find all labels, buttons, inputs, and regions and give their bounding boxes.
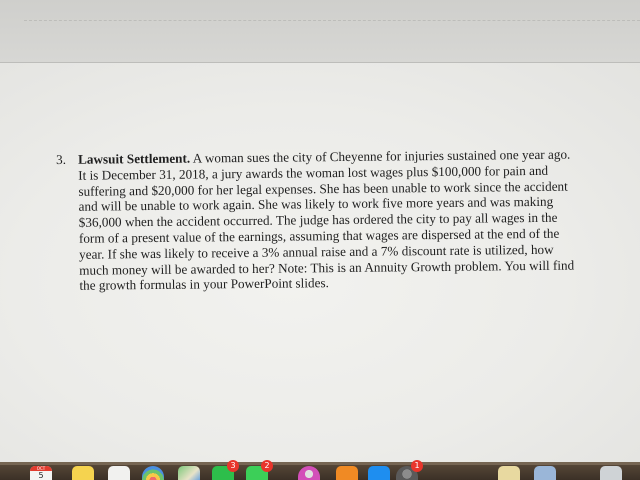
dock-shelf xyxy=(0,462,640,465)
notes-icon[interactable] xyxy=(72,466,94,480)
system-preferences-badge: 1 xyxy=(411,460,423,472)
facetime-badge: 2 xyxy=(261,460,273,472)
photos-icon[interactable] xyxy=(142,466,164,480)
trash-icon[interactable] xyxy=(600,466,622,480)
calendar-month: OCT xyxy=(30,466,52,471)
messages-badge: 3 xyxy=(227,460,239,472)
problem-title: Lawsuit Settlement. xyxy=(77,150,191,167)
calendar-icon[interactable] xyxy=(30,466,52,480)
problem-body: A woman sues the city of Cheyenne for injuries sustained one year ago. It is December 31, 2018, a jury awards the woman lost wages plus $100,000 for pain and suffering and $20,000 for her legal expenses. She has been unable to work since the accident and will be unable to work again. She was likely to work five more years and was making $36,000 when the accident occurred. The judge has ordered the city to pay all wages in the form of a present value of the earnings, assuming that wages are dispersed at the end of the year. If she was likely to receive a 3% annual raise and a 7% discount rate is utilized, how much money will be awarded to her? Note: This is an Annuity Growth problem. You will find the growth formulas in your PowerPoint slides. xyxy=(78,146,575,294)
messages-icon[interactable] xyxy=(212,461,236,480)
facetime-icon[interactable] xyxy=(246,461,270,480)
previous-page-area xyxy=(0,0,640,62)
downloads-icon[interactable] xyxy=(534,466,556,480)
itunes-icon[interactable] xyxy=(298,466,320,480)
finder-icon[interactable] xyxy=(498,466,520,480)
problem-3 xyxy=(56,147,577,295)
reminders-icon[interactable] xyxy=(108,466,130,480)
problem-number: 3. xyxy=(56,151,67,167)
app-store-icon[interactable] xyxy=(368,466,390,480)
calendar-day: 5 xyxy=(38,471,44,480)
dock xyxy=(0,462,640,480)
ibooks-icon[interactable] xyxy=(336,466,358,480)
system-preferences-icon[interactable] xyxy=(396,461,420,480)
dashed-divider xyxy=(24,20,640,21)
problem-text[interactable] xyxy=(78,147,579,294)
maps-icon[interactable] xyxy=(178,466,200,480)
